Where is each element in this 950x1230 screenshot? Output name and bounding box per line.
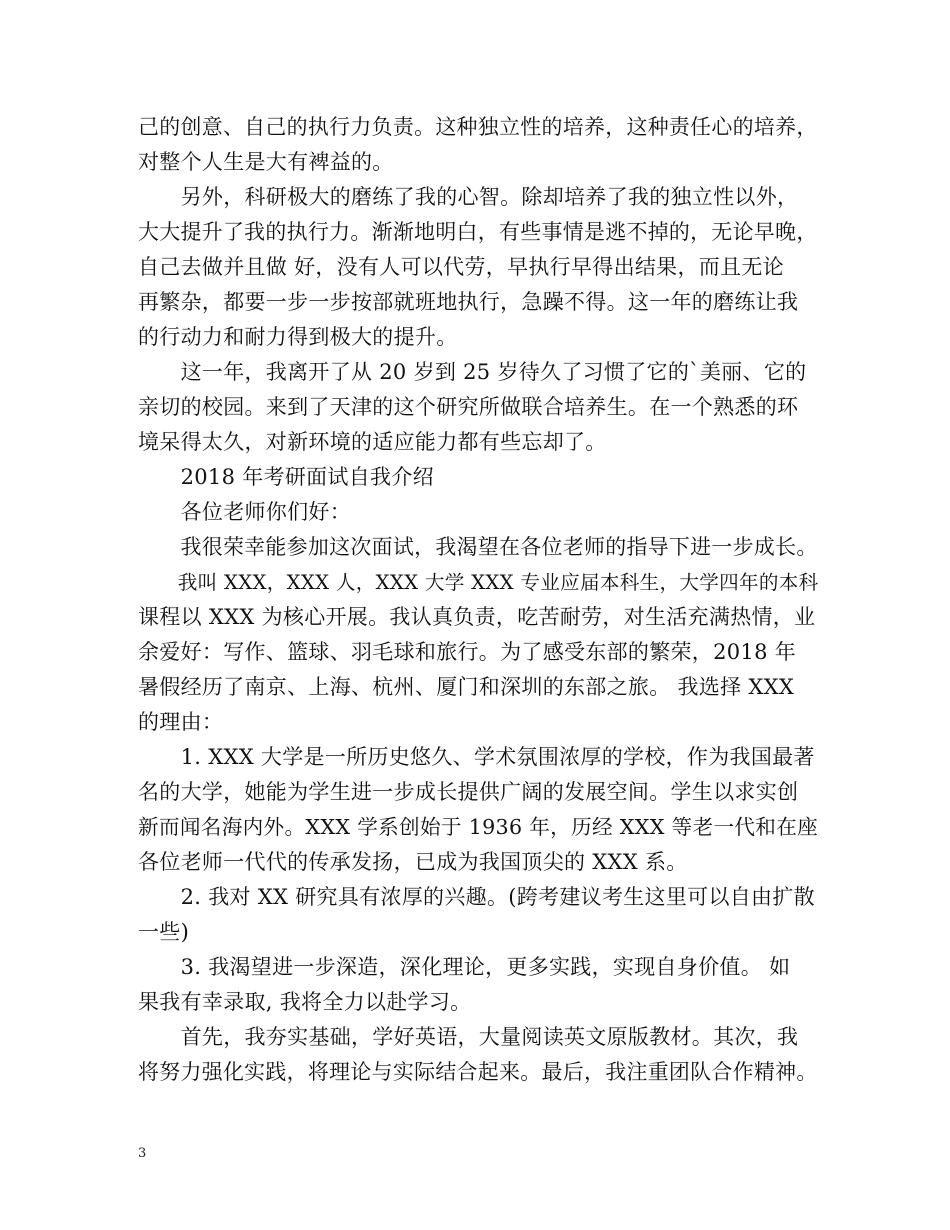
body-paragraph xyxy=(138,740,818,880)
text-line: 我很荣幸能参加这次面试，我渴望在各位老师的指导下进一步成长。 xyxy=(138,535,818,559)
text-line: 的行动力和耐力得到极大的提升。 xyxy=(138,325,458,349)
text-line: 首先，我夯实基础，学好英语，大量阅读英文原版教材。其次，我 xyxy=(138,1025,799,1049)
text-line: 果我有幸录取, 我将全力以赴学习。 xyxy=(138,990,472,1014)
text-line: 各位老师一代代的传承发扬，已成为我国顶尖的 XXX 系。 xyxy=(138,850,688,874)
text-line: 亲切的校园。来到了天津的这个研究所做联合培养生。在一个熟悉的环 xyxy=(138,395,799,419)
text-line: 一些) xyxy=(138,920,190,944)
text-line: 2018 年考研面试自我介绍 xyxy=(138,465,434,489)
body-paragraph xyxy=(138,530,818,565)
text-line: 的理由： xyxy=(138,710,224,734)
text-line: 境呆得太久，对新环境的适应能力都有些忘却了。 xyxy=(138,430,607,454)
body-paragraph xyxy=(138,950,818,1020)
body-paragraph xyxy=(138,460,818,495)
text-line: 将努力强化实践，将理论与实际结合起来。最后，我注重团队合作精神。 xyxy=(138,1060,818,1084)
body-paragraph xyxy=(138,180,818,355)
body-paragraph xyxy=(138,565,818,740)
text-line: 课程以 XXX 为核心开展。我认真负责，吃苦耐劳，对生活充满热情，业 xyxy=(138,605,816,629)
text-line: 名的大学，她能为学生进一步成长提供广阔的发展空间。学生以求实创 xyxy=(138,780,799,804)
text-line: 大大提升了我的执行力。渐渐地明白，有些事情是逃不掉的，无论早晚， xyxy=(138,220,818,244)
text-line: 2. 我对 XX 研究具有浓厚的兴趣。(跨考建议考生这里可以自由扩散 xyxy=(138,885,815,909)
text-line: 1. XXX 大学是一所历史悠久、学术氛围浓厚的学校，作为我国最著 xyxy=(138,745,815,769)
page-number: 3 xyxy=(138,1146,147,1161)
body-paragraph xyxy=(138,355,818,460)
text-line: 这一年，我离开了从 20 岁到 25 岁待久了习惯了它的`美丽、它的 xyxy=(138,360,807,384)
text-line: 我叫 XXX，XXX 人，XXX 大学 XXX 专业应届本科生，大学四年的本科 xyxy=(138,571,819,594)
text-line: 3. 我渴望进一步深造，深化理论，更多实践，实现自身价值。 如 xyxy=(138,955,791,979)
text-line: 各位老师你们好： xyxy=(138,500,351,524)
text-line: 新而闻名海内外。XXX 学系创始于 1936 年，历经 XXX 等老一代和在座 xyxy=(138,815,819,839)
body-paragraph xyxy=(138,1020,818,1090)
text-line: 再繁杂，都要一步一步按部就班地执行，急躁不得。这一年的磨练让我 xyxy=(138,290,799,314)
text-line: 自己去做并且做 好，没有人可以代劳，早执行早得出结果，而且无论 xyxy=(138,255,784,279)
text-line: 己的创意、自己的执行力负责。这种独立性的培养，这种责任心的培养， xyxy=(138,115,818,139)
body-paragraph xyxy=(138,495,818,530)
body-paragraph xyxy=(138,880,818,950)
body-paragraph xyxy=(138,110,818,180)
text-line: 对整个人生是大有裨益的。 xyxy=(138,150,394,174)
text-line: 暑假经历了南京、上海、杭州、厦门和深圳的东部之旅。 我选择 XXX xyxy=(138,675,795,699)
document-body xyxy=(138,110,818,1090)
text-line: 另外，科研极大的磨练了我的心智。除却培养了我的独立性以外， xyxy=(138,185,799,209)
text-line: 余爱好：写作、篮球、羽毛球和旅行。为了感受东部的繁荣，2018 年 xyxy=(138,640,797,664)
